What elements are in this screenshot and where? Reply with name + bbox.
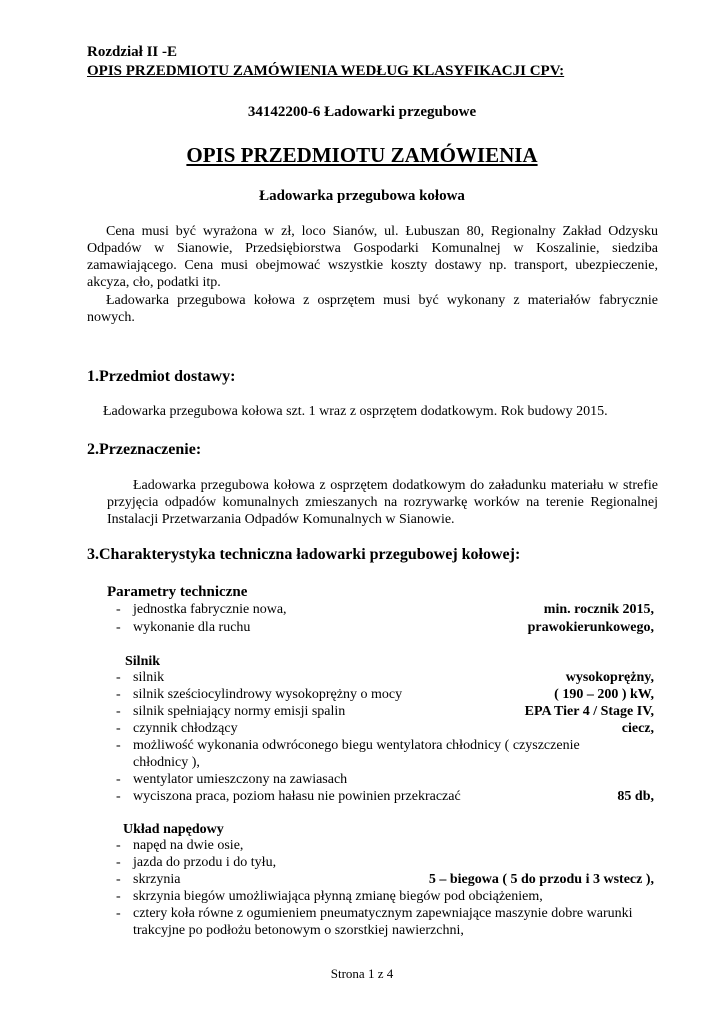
chapter-label: Rozdział II -E bbox=[87, 44, 177, 60]
engine-heading: Silnik bbox=[125, 654, 161, 669]
drive-heading: Układ napędowy bbox=[123, 822, 224, 837]
section-3-heading: 3.Charakterystyka techniczna ładowarki przegubowej kołowej: bbox=[87, 546, 521, 563]
cpv-heading: OPIS PRZEDMIOTU ZAMÓWIENIA WEDŁUG KLASYFIKACJI CPV: bbox=[87, 63, 565, 79]
page-title: OPIS PRZEDMIOTU ZAMÓWIENIA bbox=[186, 143, 538, 167]
intro-paragraph-2: Ładowarka przegubowa kołowa z osprzętem musi być wykonany z materiałów fabrycznie nowych. bbox=[87, 293, 658, 325]
section-2-heading: 2.Przeznaczenie: bbox=[87, 441, 202, 458]
section-1-text: Ładowarka przegubowa kołowa szt. 1 wraz z osprzętem dodatkowym. Rok budowy 2015. bbox=[103, 404, 608, 419]
params-heading: Parametry techniczne bbox=[107, 584, 248, 600]
page-subtitle: Ładowarka przegubowa kołowa bbox=[259, 188, 465, 204]
intro-paragraph-1: Cena musi być wyrażona w zł, loco Sianów, ul. Łubuszan 80, Regionalny Zakład Odzysku Odpadów w Sianowie, Przedsiębiorstwa Gospodarki Komunalnej w Koszalinie, siedziba zamawiającego. Cena musi obejmować wszystkie koszty dostawy np. transport, ubezpieczenie, akcyza, cło, podatki itp. bbox=[87, 224, 658, 290]
cpv-code: 34142200-6 Ładowarki przegubowe bbox=[247, 104, 477, 120]
section-1-heading: 1.Przedmiot dostawy: bbox=[87, 368, 236, 385]
section-2-text: Ładowarka przegubowa kołowa z osprzętem dodatkowym do załadunku materiału w strefie przyjęcia odpadów komunalnych zmieszanych na rozrywarkę worków na terenie Regionalnej Instalacji Przetwarzania Odpadów Komunalnych w Sianowie. bbox=[107, 478, 658, 527]
page-number: Strona 1 z 4 bbox=[330, 966, 394, 981]
